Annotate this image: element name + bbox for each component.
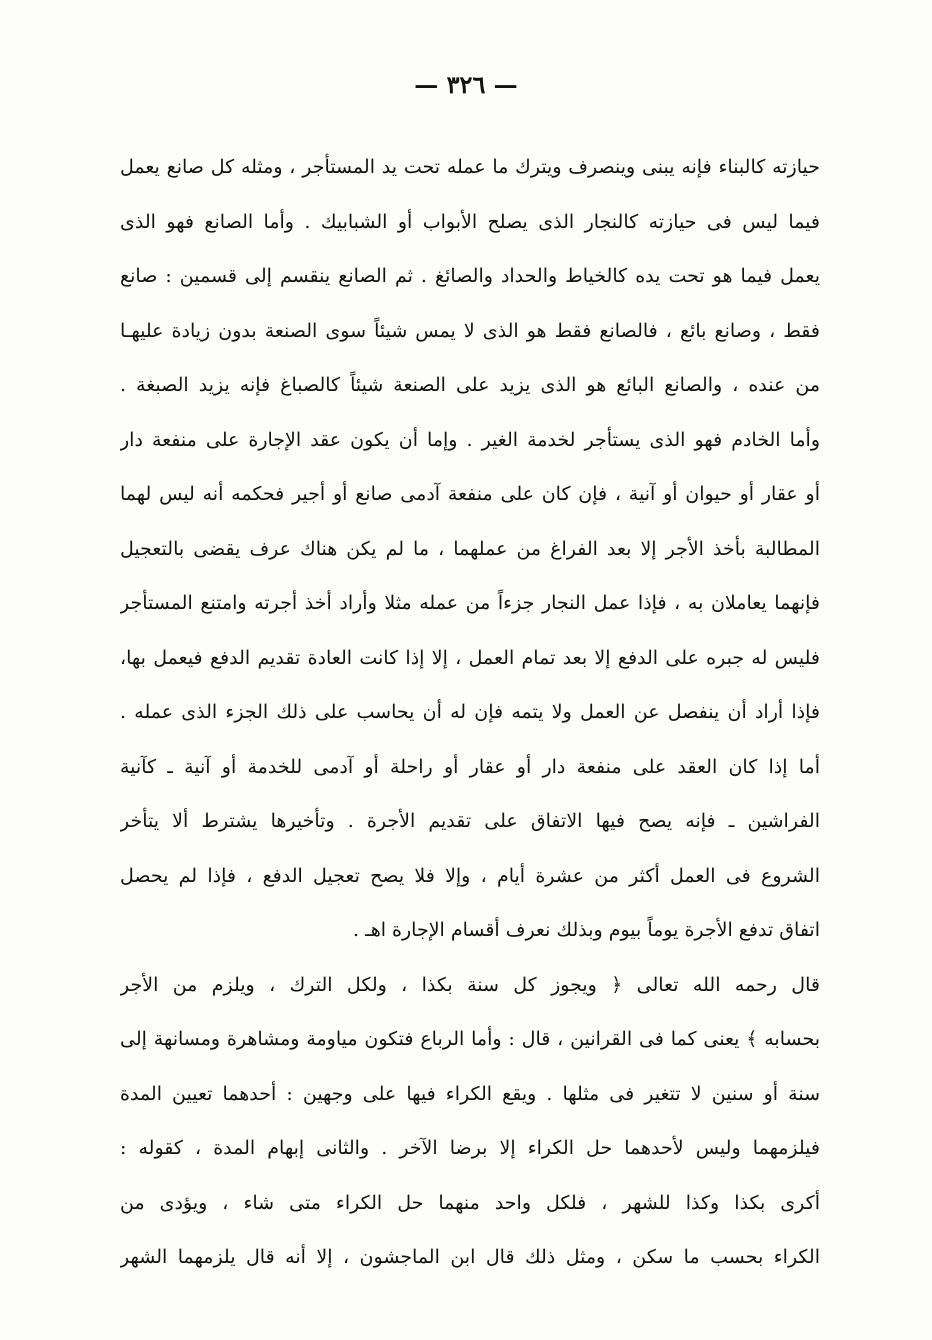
text-line: الكراء بحسب ما سكن ، ومثل ذلك قال ابن الماجشون ، إلا أنه قال يلزمهما الشهر xyxy=(120,1246,820,1268)
text-line: فإنهما يعاملان به ، فإذا عمل النجار جزءاً من عمله مثلا وأراد أخذ أجرته وامتنع المستأجر xyxy=(120,592,820,614)
body-text xyxy=(120,140,820,1285)
text-line: يعمل فيما هو تحت يده كالخياط والحداد والصائغ . ثم الصانع ينقسم إلى قسمين : صانع xyxy=(120,265,820,287)
text-line: فقط ، وصانع بائع ، فالصانع فقط هو الذى لا يمس شيئاً سوى الصنعة بدون زيادة عليهـا xyxy=(120,319,820,342)
text-line: بحسابه ﴾ يعنى كما فى القرانين ، قال : وأما الرباع فتكون مياومة ومشاهرة ومسانهة إلى xyxy=(120,1028,820,1050)
text-line: اتفاق تدفع الأجرة يوماً بيوم وبذلك نعرف أقسام الإجارة اهـ . xyxy=(353,919,820,941)
text-line: فإذا أراد أن ينفصل عن العمل ولا يتمه فإن له أن يحاسب على ذلك الجزء الذى عمله . xyxy=(120,701,820,723)
text-line: فيما ليس فى حيازته كالنجار الذى يصلح الأبواب أو الشبابيك . وأما الصانع فهو الذى xyxy=(120,210,820,233)
text-line: من عنده ، والصانع البائع هو الذى يزيد على الصنعة شيئاً كالصباغ فإنه يزيد الصبغة . xyxy=(120,374,820,396)
text-line: أو عقار أو حيوان أو آنية ، فإن كان على منفعة آدمى صانع أو أجير فحكمه أنه ليس لهما xyxy=(120,483,820,505)
text-line: أكرى بكذا وكذا للشهر ، فلكل واحد منهما حل الكراء متى شاء ، ويؤدى من xyxy=(120,1191,820,1214)
text-line: الفراشين ـ فإنه يصح فيها الاتفاق على تقديم الأجرة . وتأخيرها يشترط ألا يتأخر xyxy=(120,810,820,832)
text-line: فيلزمهما وليس لأحدهما حل الكراء إلا برضا الآخر . والثانى إبهام المدة ، كقوله : xyxy=(120,1137,820,1159)
paragraph-2 xyxy=(120,958,820,1285)
page-number: — ٣٢٦ — xyxy=(414,70,518,99)
text-line: حيازته كالبناء فإنه يبنى وينصرف ويترك ما عمله تحت يد المستأجر ، ومثله كل صانع يعمل xyxy=(120,156,820,178)
text-line: وأما الخادم فهو الذى يستأجر لخدمة الغير . وإما أن يكون عقد الإجارة على منفعة دار xyxy=(120,428,820,451)
text-line: قال رحمه الله تعالى ﴿ ويجوز كل سنة بكذا ، ولكل الترك ، ويلزم من الأجر xyxy=(120,973,820,996)
text-line: المطالبة بأخذ الأجر إلا بعد الفراغ من عملهما ، ما لم يكن هناك عرف يقضى بالتعجيل xyxy=(120,537,820,560)
text-line: الشروع فى العمل أكثر من عشرة أيام ، وإلا فلا يصح تعجيل الدفع ، فإذا لم يحصل xyxy=(120,864,820,887)
text-line: فليس له جبره على الدفع إلا بعد تمام العمل ، إلا إذا كانت العادة تقديم الدفع فيعمل بها، xyxy=(120,646,820,669)
paragraph-1 xyxy=(120,140,820,958)
text-line: أما إذا كان العقد على منفعة دار أو عقار أو راحلة أو آدمى للخدمة أو آنية ـ كآنية xyxy=(120,755,820,778)
text-line: سنة أو سنين لا تتغير فى مثلها . ويقع الكراء فيها على وجهين : أحدهما تعيين المدة xyxy=(120,1082,820,1105)
